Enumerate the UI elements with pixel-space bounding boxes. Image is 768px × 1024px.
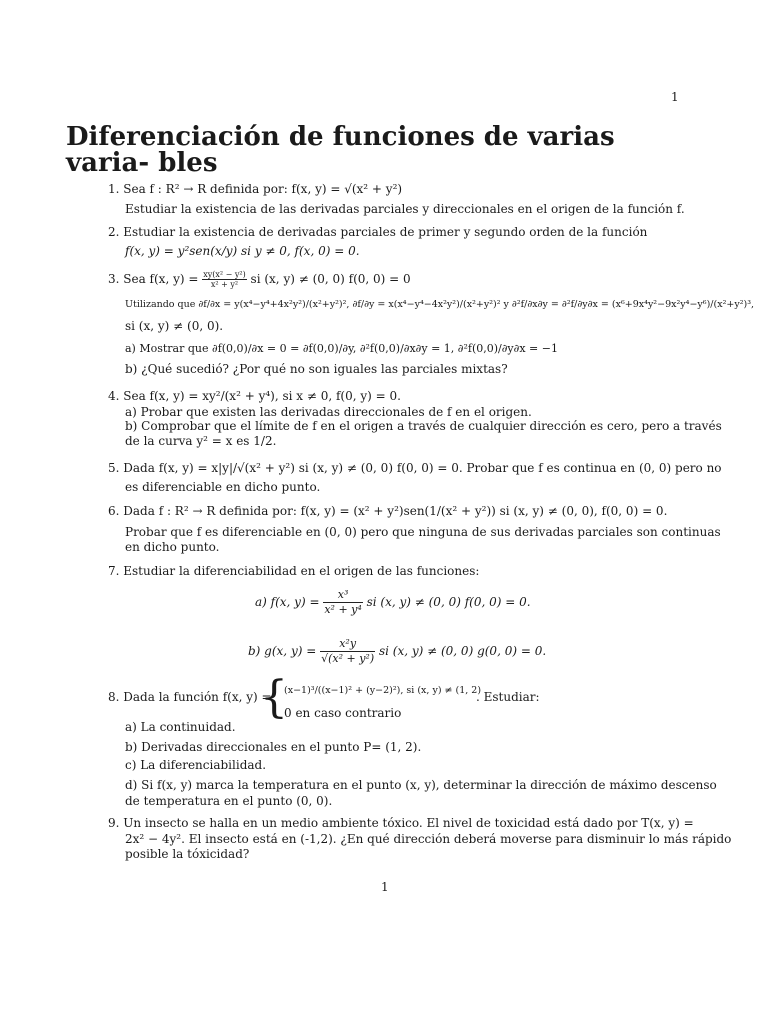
problem-3-part-a: a) Mostrar que ∂f(0,0)/∂x = 0 = ∂f(0,0)/∂y, ∂²f(0,0)/∂x∂y = 1, ∂²f(0,0)/∂y∂x = −1: [125, 342, 558, 355]
problem-6-task-cont: en dicho punto.: [125, 540, 220, 554]
problem-5-statement: 5. Dada f(x, y) = x|y|/√(x² + y²) si (x, y) ≠ (0, 0) f(0, 0) = 0. Probar que f es continua en (0, 0) pero no: [108, 461, 722, 475]
problem-9-statement: 9. Un insecto se halla en un medio ambiente tóxico. El nivel de toxicidad está dado por T(x, y) =: [108, 816, 694, 830]
problem-4-statement: 4. Sea f(x, y) = xy²/(x² + y⁴), si x ≠ 0, f(0, y) = 0.: [108, 389, 401, 403]
problem-7a-numerator: x³: [323, 588, 362, 603]
page-number-top: 1: [671, 90, 679, 104]
problem-8-part-d-cont: de temperatura en el punto (0, 0).: [125, 794, 333, 808]
problem-4-part-b-cont: de la curva y² = x es 1/2.: [125, 434, 277, 448]
problem-9-statement-cont: 2x² − 4y². El insecto está en (-1,2). ¿En qué dirección deberá moverse para disminuir lo más rápido: [125, 832, 732, 846]
problem-7b-numerator: x²y: [320, 637, 375, 652]
problem-5-statement-cont: es diferenciable en dicho punto.: [125, 480, 321, 494]
problem-3-fraction: [202, 270, 247, 289]
problem-8-part-c: c) La diferenciabilidad.: [125, 758, 267, 772]
problem-2-function: f(x, y) = y²sen(x/y) si y ≠ 0, f(x, 0) = 0.: [125, 244, 360, 258]
problem-8-case-1: (x−1)³/((x−1)² + (y−2)²), si (x, y) ≠ (1, 2): [284, 685, 482, 696]
page-title: Diferenciación de funciones de varias varia- bles: [66, 122, 615, 178]
problem-8-part-d: d) Si f(x, y) marca la temperatura en el punto (x, y), determinar la dirección de máximo descenso: [125, 778, 717, 792]
problem-7-function-b: [248, 637, 546, 666]
problem-9-question: posible la tóxicidad?: [125, 847, 250, 861]
problem-6-task: Probar que f es diferenciable en (0, 0) pero que ninguna de sus derivadas parciales son continuas: [125, 525, 721, 539]
problem-4-part-a: a) Probar que existen las derivadas direccionales de f en el origen.: [125, 405, 532, 419]
problem-3-domain: si (x, y) ≠ (0, 0).: [125, 319, 224, 333]
problem-7-statement: 7. Estudiar la diferenciabilidad en el origen de las funciones:: [108, 564, 480, 578]
problem-6-statement: 6. Dada f : R² → R definida por: f(x, y) = (x² + y²)sen(1/(x² + y²)) si (x, y) ≠ (0, 0), f(0, 0) = 0.: [108, 504, 668, 518]
problem-8-function-suffix: . Estudiar:: [476, 690, 540, 704]
problem-1-task: Estudiar la existencia de las derivadas parciales y direccionales en el origen de la función f.: [125, 202, 685, 216]
problem-8-function-prefix: 8. Dada la función f(x, y) =: [108, 690, 272, 704]
problem-3-derivatives: Utilizando que ∂f/∂x = y(x⁴−y⁴+4x²y²)/(x²+y²)², ∂f/∂y = x(x⁴−y⁴−4x²y²)/(x²+y²)² y ∂²f/∂x∂y = ∂²f/∂y∂x = (x⁶+9x⁴y²−9x²y⁴−y⁶)/(x²+y²)³,: [125, 299, 755, 310]
problem-7a-condition: si (x, y) ≠ (0, 0) f(0, 0) = 0.: [362, 595, 531, 609]
problem-3-function-condition: si (x, y) ≠ (0, 0) f(0, 0) = 0: [246, 272, 411, 286]
piecewise-brace: {: [260, 672, 288, 723]
problem-3-part-b: b) ¿Qué sucedió? ¿Por qué no son iguales las parciales mixtas?: [125, 362, 508, 376]
problem-7b-denominator: √(x² + y²): [321, 652, 375, 665]
problem-7a-fraction: [323, 588, 362, 617]
problem-3-function: [108, 270, 411, 289]
problem-7b-condition: si (x, y) ≠ (0, 0) g(0, 0) = 0.: [375, 644, 547, 658]
problem-3-numerator: xy(x² − y²): [203, 270, 246, 279]
problem-1-statement: 1. Sea f : R² → R definida por: f(x, y) = √(x² + y²): [108, 182, 403, 196]
problem-7b-prefix: b) g(x, y) =: [248, 644, 321, 658]
problem-8-part-b: b) Derivadas direccionales en el punto P= (1, 2).: [125, 740, 422, 754]
problem-2-statement: 2. Estudiar la existencia de derivadas parciales de primer y segundo orden de la función: [108, 225, 648, 239]
problem-3-denominator: x² + y²: [210, 280, 239, 289]
problem-3-function-prefix: 3. Sea f(x, y) =: [108, 272, 203, 286]
problem-7a-prefix: a) f(x, y) =: [255, 595, 324, 609]
problem-7a-denominator: x² + y⁴: [324, 603, 362, 616]
page-number-bottom: 1: [381, 880, 389, 894]
problem-8-part-a: a) La continuidad.: [125, 720, 236, 734]
problem-7b-fraction: [320, 637, 375, 666]
problem-4-part-b: b) Comprobar que el límite de f en el origen a través de cualquier dirección es cero, pero a través: [125, 419, 722, 433]
problem-8-case-2: 0 en caso contrario: [284, 706, 402, 720]
problem-7-function-a: [255, 588, 531, 617]
